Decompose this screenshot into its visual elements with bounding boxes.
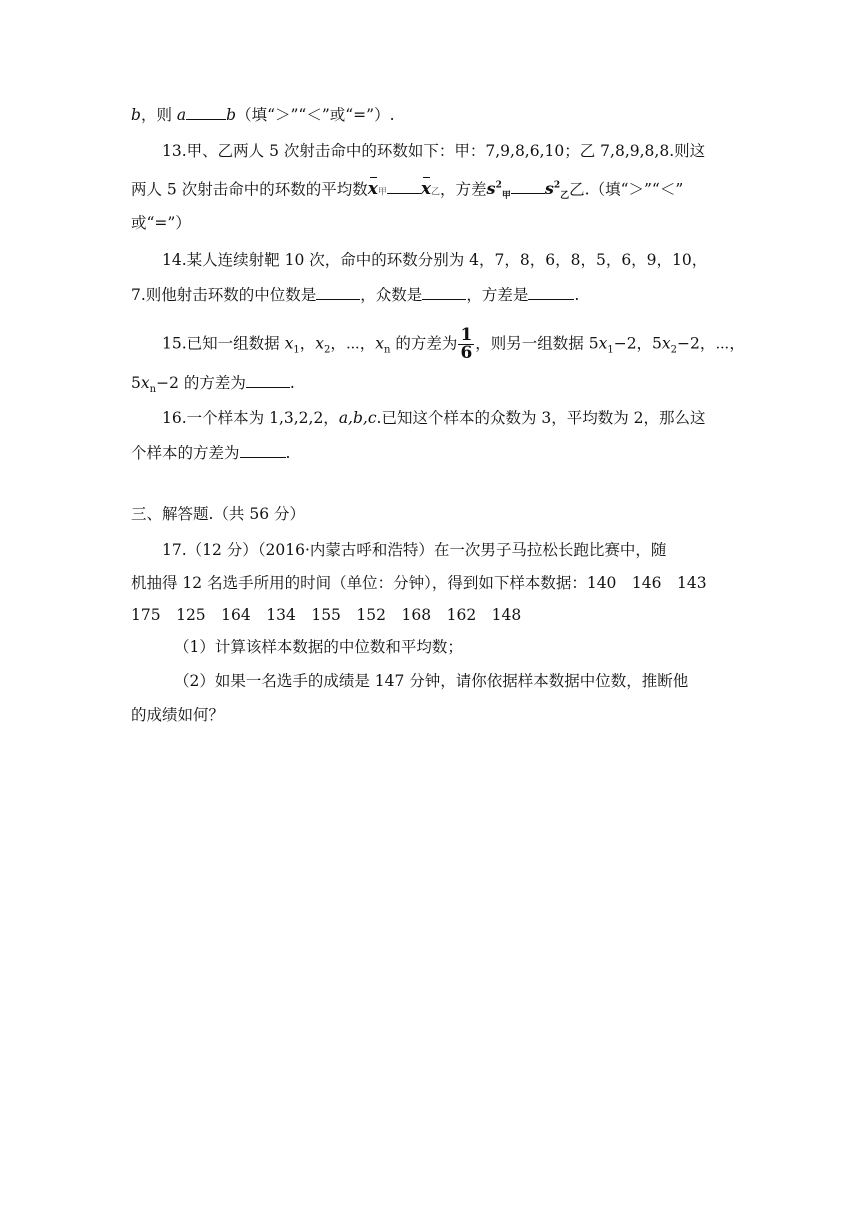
q16-text: 个样本的方差为 xyxy=(131,444,240,462)
sub-yi: 乙 xyxy=(431,187,441,198)
q16-text: 16.一个样本为 1,3,2,2， xyxy=(162,409,339,427)
var-b: b xyxy=(226,106,237,124)
q17-part1: （1）计算该样本数据的中位数和平均数； xyxy=(174,638,463,656)
var-x2: x xyxy=(661,334,671,353)
answer-blank[interactable] xyxy=(511,179,545,194)
q17-part2: （2）如果一名选手的成绩是 147 分钟，请你依据样本数据中位数，推断他 xyxy=(174,672,689,690)
var-b: b xyxy=(131,106,141,124)
answer-blank[interactable] xyxy=(246,373,290,388)
q15-text: ，则另一组数据 5 xyxy=(475,334,599,353)
xbar-jia: x xyxy=(367,179,378,200)
answer-blank[interactable] xyxy=(186,105,226,120)
var-xn: x xyxy=(140,374,150,392)
var-xn: x xyxy=(375,334,385,353)
q15-text: 15.已知一组数据 xyxy=(162,334,285,353)
q13-line1: 13.甲、乙两人 5 次射击命中的环数如下：甲：7,9,8,6,10；乙 7,8,9,8,8.则这 xyxy=(162,142,706,160)
s2-jia: $s^2_甲$ xyxy=(486,179,511,202)
sub-jia: 甲 xyxy=(377,187,387,198)
answer-blank[interactable] xyxy=(316,285,360,300)
q15-text: −2 的方差为 xyxy=(156,374,246,392)
q16-line2 xyxy=(131,443,290,463)
sub-1: 1 xyxy=(293,344,300,356)
q17-line1: 17.（12 分）（2016·内蒙古呼和浩特）在一次男子马拉松长跑比赛中，随 xyxy=(162,541,667,559)
q15-text: −2，⋯， xyxy=(677,334,745,353)
sub-n: n xyxy=(384,344,391,356)
q13-text: 两人 5 次射击命中的环数的平均数 xyxy=(131,180,368,199)
answer-blank[interactable] xyxy=(387,179,421,194)
q15-text: −2，5 xyxy=(613,334,662,353)
q13-text: ，方差 xyxy=(440,180,487,199)
q15-line2 xyxy=(131,373,295,400)
q15-text: 的方差为 xyxy=(390,334,458,353)
answer-blank[interactable] xyxy=(240,443,286,458)
var-a: a xyxy=(176,106,187,124)
q15-text: 5 xyxy=(131,374,141,392)
q16-text: . xyxy=(285,444,291,462)
q16-text: .已知这个样本的众数为 3，平均数为 2，那么这 xyxy=(376,409,706,427)
fraction-one-sixth: $\frac{1}{6}$ xyxy=(460,325,473,363)
q12-line xyxy=(131,105,395,125)
var-x1: x xyxy=(598,334,608,353)
answer-blank[interactable] xyxy=(422,285,466,300)
q15-text: ，⋯， xyxy=(330,334,376,353)
q14-line1: 14.某人连续射靶 10 次，命中的环数分别为 4，7，8，6，8，5，6，9，10， xyxy=(162,251,708,269)
q14-text: ，众数是 xyxy=(360,286,423,304)
sub-1: 1 xyxy=(607,344,614,356)
q15-text: . xyxy=(289,374,295,392)
sub-2: 2 xyxy=(670,344,678,356)
q13-text: 乙.（填“＞”“＜” xyxy=(569,180,684,199)
s2-yi: $s^2_乙$ xyxy=(544,179,570,202)
vars-abc: a,b,c xyxy=(338,409,377,427)
q14-text: ，方差是 xyxy=(466,286,529,304)
answer-blank[interactable] xyxy=(528,285,574,300)
q12-text: ，则 xyxy=(140,106,177,124)
sub-2: 2 xyxy=(323,344,331,356)
var-x1: x xyxy=(284,334,294,353)
q17-line2: 机抽得 12 名选手所用的时间（单位：分钟），得到如下样本数据：140 146 143 xyxy=(131,574,707,592)
q12-hint: （填“＞”“＜”或“=”）. xyxy=(236,106,395,124)
q13-line3: 或“=”） xyxy=(131,214,191,232)
var-x2: x xyxy=(315,334,324,353)
sub-n: n xyxy=(149,384,157,396)
xbar-yi: x xyxy=(420,179,432,200)
q17-part2-cont: 的成绩如何？ xyxy=(131,706,225,724)
q14-text: 7.则他射击环数的中位数是 xyxy=(131,286,317,304)
q16-line1 xyxy=(162,408,706,428)
section-heading: 三、解答题.（共 56 分） xyxy=(131,505,306,523)
q14-text: . xyxy=(574,286,580,304)
q13-line2 xyxy=(131,176,683,207)
q14-line2 xyxy=(131,285,579,305)
q17-line3: 175 125 164 134 155 152 168 162 148 xyxy=(131,606,522,624)
q15-line1: 15.已知一组数据 $x_1$，$x_2$，⋯，$x_n$ 的方差为 $\frac{1}{6}$ ，则另一组数据 $5x_1-2$，$5x_2-2$，⋯， xyxy=(162,325,745,363)
